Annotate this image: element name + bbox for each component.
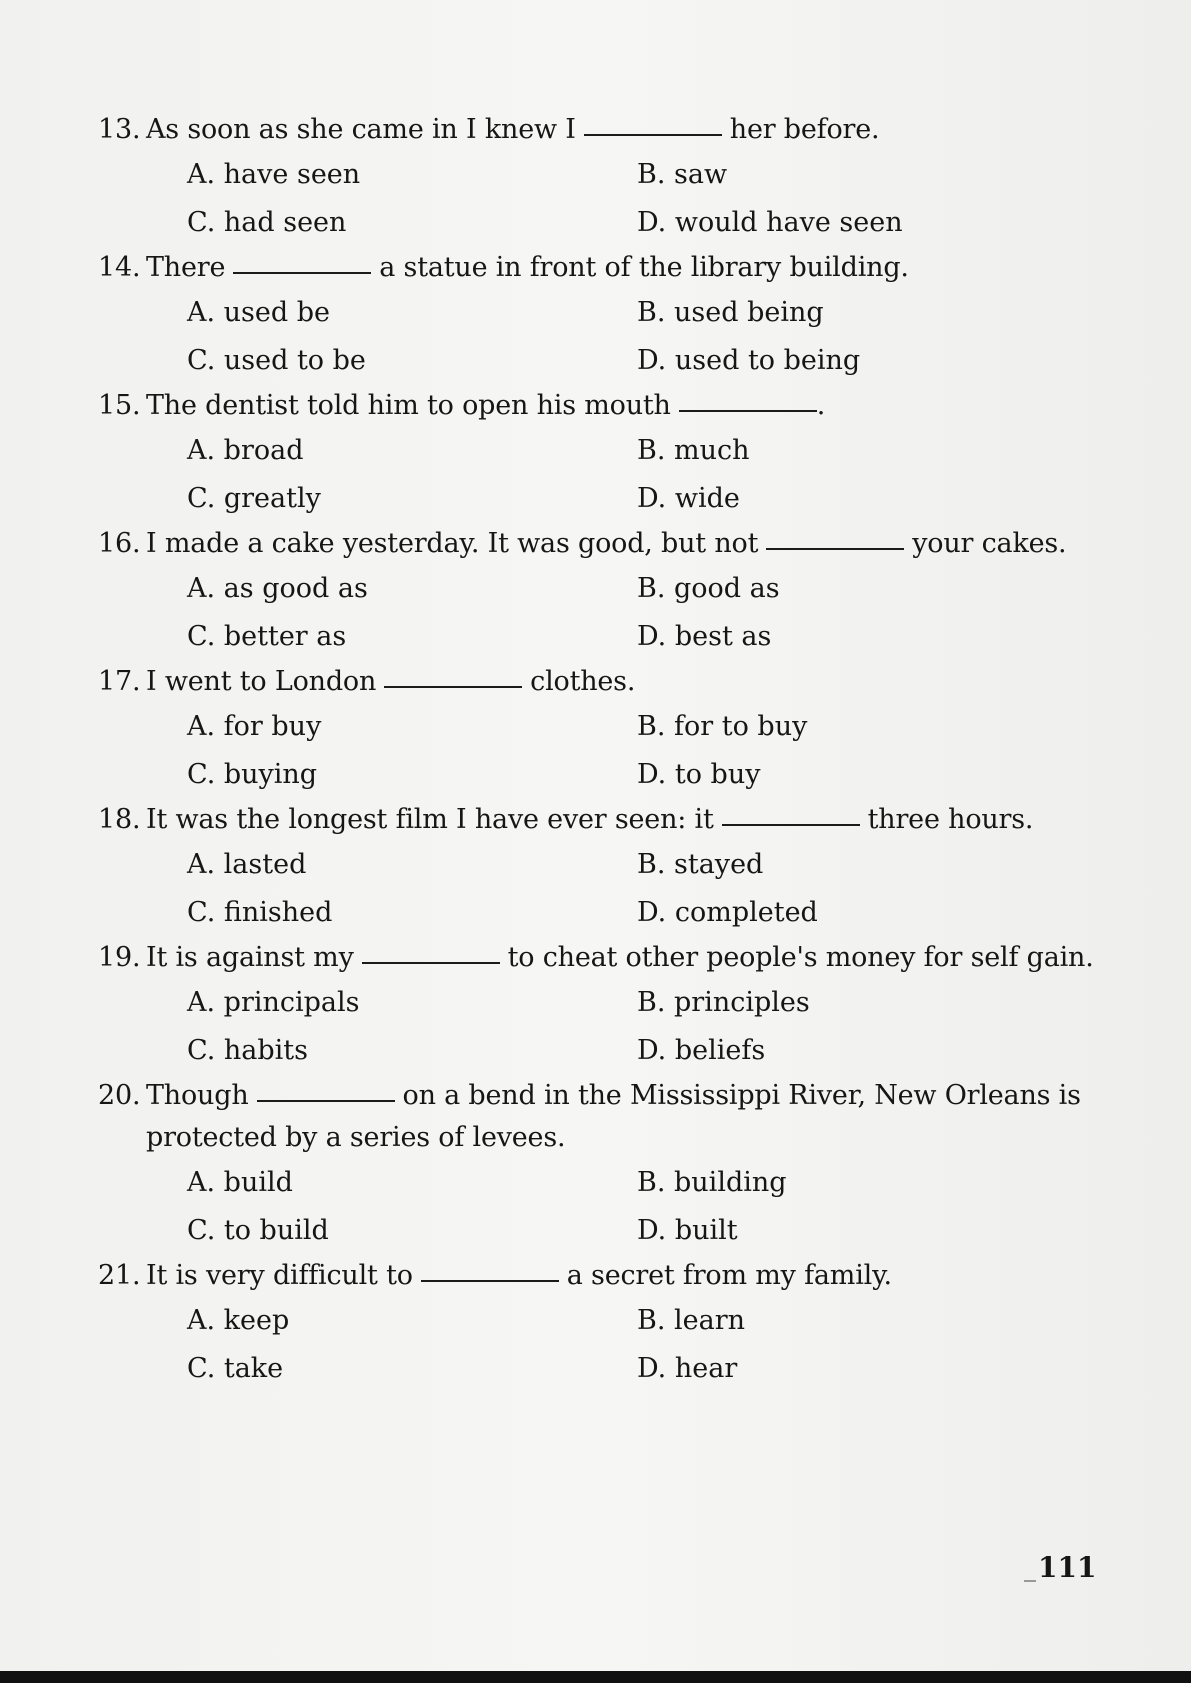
question-list: [98, 109, 1098, 1393]
answer-blank: [679, 410, 817, 412]
answer-blank: [584, 134, 722, 136]
answer-options: [98, 841, 1098, 937]
question-text-after: a secret from my family.: [566, 1260, 892, 1291]
answer-option: A. have seen: [187, 159, 361, 190]
answer-blank: [766, 548, 904, 550]
answer-option: C. greatly: [187, 483, 321, 514]
question-stem: [98, 247, 1098, 289]
question-number: 13.: [98, 114, 141, 145]
question-stem: [98, 937, 1106, 979]
answer-option: A. broad: [187, 435, 304, 466]
question-item: [98, 1255, 1098, 1393]
answer-option: A. as good as: [187, 573, 368, 604]
question-number: 14.: [98, 252, 141, 283]
question-number: 16.: [98, 528, 141, 559]
answer-option: C. finished: [187, 897, 333, 928]
answer-option: A. lasted: [187, 849, 307, 880]
answer-option: A. for buy: [187, 711, 322, 742]
answer-options: [98, 427, 1098, 523]
answer-option: D. completed: [637, 897, 818, 928]
answer-option: B. principles: [637, 987, 810, 1018]
answer-option: B. stayed: [637, 849, 764, 880]
question-text-after: your cakes.: [912, 528, 1067, 559]
answer-option: D. beliefs: [637, 1035, 766, 1066]
answer-option: B. good as: [637, 573, 780, 604]
answer-blank: [384, 686, 522, 688]
answer-option: D. wide: [637, 483, 740, 514]
answer-option: A. keep: [187, 1305, 290, 1336]
question-text-before: It is against my: [146, 942, 354, 973]
answer-options: [98, 289, 1098, 385]
question-number: 17.: [98, 666, 141, 697]
question-number: 18.: [98, 804, 141, 835]
answer-option: C. had seen: [187, 207, 347, 238]
answer-option: D. would have seen: [637, 207, 903, 238]
question-item: [98, 247, 1098, 385]
answer-blank: [362, 962, 500, 964]
question-stem: [98, 1255, 1098, 1297]
question-item: [98, 799, 1098, 937]
answer-options: [98, 1159, 1098, 1255]
answer-option: D. hear: [637, 1353, 738, 1384]
question-stem: [98, 385, 1098, 427]
answer-option: A. principals: [187, 987, 360, 1018]
answer-option: B. building: [637, 1167, 787, 1198]
question-item: [98, 109, 1098, 247]
question-text-after: to cheat other people's money for self gain.: [507, 942, 1094, 973]
question-number: 20.: [98, 1080, 141, 1111]
answer-option: C. buying: [187, 759, 318, 790]
answer-option: D. built: [637, 1215, 738, 1246]
question-text-after: on a bend in the Mississippi River, New Orleans is protected by a series of levees.: [146, 1080, 1081, 1153]
question-stem: [98, 799, 1098, 841]
page-number-dash: [1024, 1580, 1036, 1582]
question-text-before: I made a cake yesterday. It was good, but not: [146, 528, 759, 559]
question-stem: [98, 523, 1098, 565]
question-item: [98, 937, 1098, 1075]
answer-option: C. habits: [187, 1035, 308, 1066]
question-item: [98, 661, 1098, 799]
question-stem: [98, 661, 1098, 703]
question-text-before: Though: [146, 1080, 249, 1111]
question-text-after: a statue in front of the library building.: [379, 252, 909, 283]
answer-options: [98, 151, 1098, 247]
answer-option: B. for to buy: [637, 711, 808, 742]
answer-option: C. take: [187, 1353, 284, 1384]
question-text-after: three hours.: [867, 804, 1034, 835]
answer-option: A. build: [187, 1167, 293, 1198]
answer-option: B. much: [637, 435, 750, 466]
question-text-before: It was the longest film I have ever seen: it: [146, 804, 714, 835]
question-text-after: clothes.: [530, 666, 636, 697]
answer-option: C. used to be: [187, 345, 366, 376]
answer-option: B. saw: [637, 159, 728, 190]
question-text-before: As soon as she came in I knew I: [146, 114, 576, 145]
answer-blank: [421, 1280, 559, 1282]
question-text-before: I went to London: [146, 666, 377, 697]
answer-option: D. best as: [637, 621, 772, 652]
question-number: 19.: [98, 942, 141, 973]
answer-options: [98, 703, 1098, 799]
question-number: 21.: [98, 1260, 141, 1291]
answer-option: B. learn: [637, 1305, 746, 1336]
answer-option: A. used be: [187, 297, 331, 328]
question-item: [98, 523, 1098, 661]
question-item: [98, 385, 1098, 523]
question-text-after: .: [816, 390, 826, 421]
question-text-before: It is very difficult to: [146, 1260, 413, 1291]
question-number: 15.: [98, 390, 141, 421]
question-item: [98, 1075, 1098, 1255]
answer-option: D. used to being: [637, 345, 861, 376]
answer-blank: [257, 1100, 395, 1102]
scan-bottom-edge: [0, 1671, 1191, 1683]
answer-blank: [233, 272, 371, 274]
question-text-after: her before.: [729, 114, 880, 145]
question-stem: [98, 1075, 1106, 1159]
answer-option: B. used being: [637, 297, 824, 328]
answer-options: [98, 979, 1098, 1075]
answer-blank: [722, 824, 860, 826]
question-stem: [98, 109, 1098, 151]
page-number: 111: [1038, 1551, 1097, 1584]
answer-options: [98, 1297, 1098, 1393]
answer-option: C. better as: [187, 621, 347, 652]
answer-option: C. to build: [187, 1215, 329, 1246]
answer-options: [98, 565, 1098, 661]
answer-option: D. to buy: [637, 759, 761, 790]
question-text-before: There: [146, 252, 226, 283]
question-text-before: The dentist told him to open his mouth: [146, 390, 671, 421]
